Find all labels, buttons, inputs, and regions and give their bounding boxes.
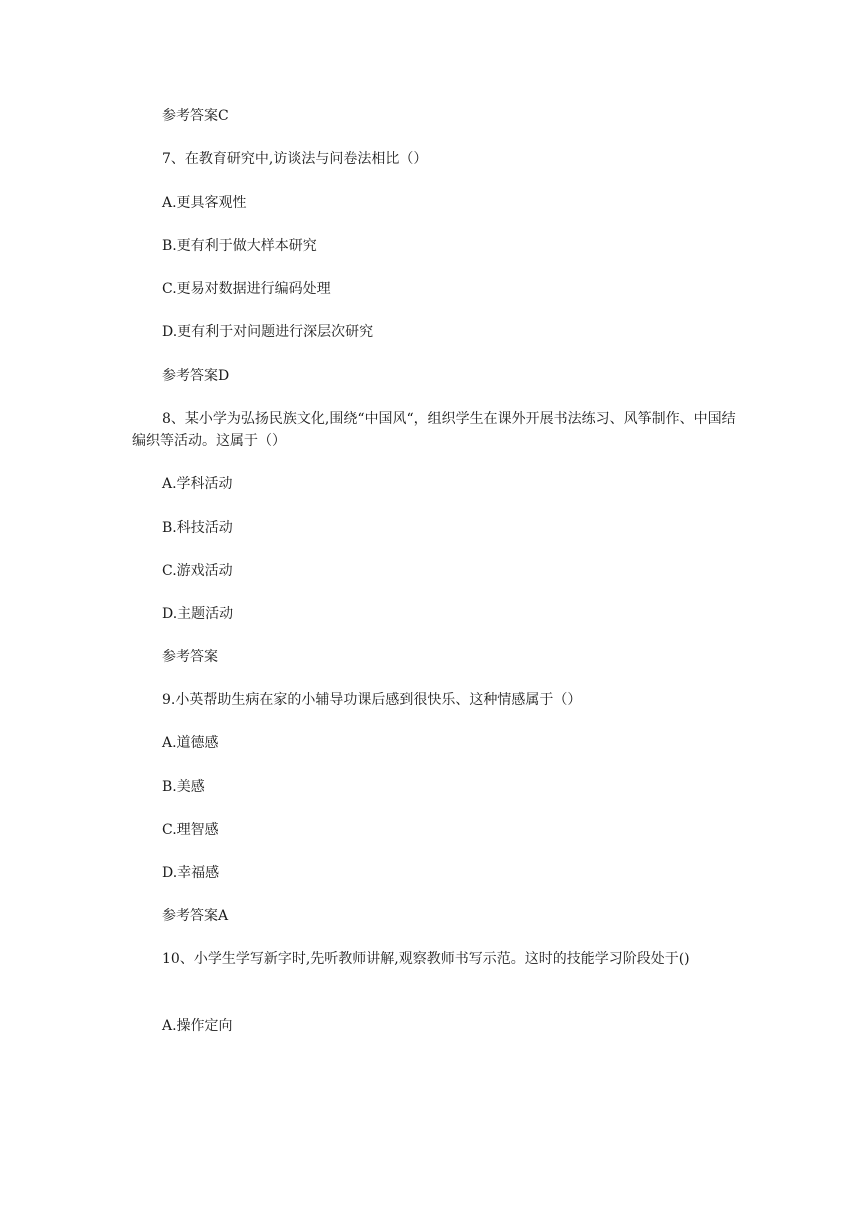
option-c-q8: C.游戏活动 [162,563,233,579]
option-d-q9: D.幸福感 [162,865,220,881]
question-10: 10、小学生学写新字时,先听教师讲解,观察教师书写示范。这时的技能学习阶段处于() [162,951,690,967]
answer-line-q6: 参考答案C [162,108,229,124]
option-d-q7: D.更有利于对问题进行深层次研究 [162,324,374,340]
option-c-q9: C.理智感 [162,822,219,838]
answer-line-q8: 参考答案 [162,649,218,665]
option-a-q9: A.道德感 [162,735,219,751]
option-b-q8: B.科技活动 [162,520,233,536]
answer-line-q7: 参考答案D [162,368,230,384]
option-b-q7: B.更有利于做大样本研究 [162,238,317,254]
option-a-q8: A.学科活动 [162,476,233,492]
option-c-q7: C.更易对数据进行编码处理 [162,281,331,297]
question-7: 7、在教育研究中,访谈法与问卷法相比（） [162,151,428,167]
option-a-q7: A.更具客观性 [162,195,247,211]
option-b-q9: B.美感 [162,779,205,795]
question-9: 9.小英帮助生病在家的小辅导功课后感到很快乐、这种情感属于（） [162,692,582,708]
option-a-q10: A.操作定向 [162,1018,233,1034]
option-d-q8: D.主题活动 [162,606,234,622]
question-8: 8、某小学为弘扬民族文化,围绕“中国风“，组织学生在课外开展书法练习、风筝制作、中国结编织等活动。这属于（） [132,411,736,449]
answer-line-q9: 参考答案A [162,908,229,924]
